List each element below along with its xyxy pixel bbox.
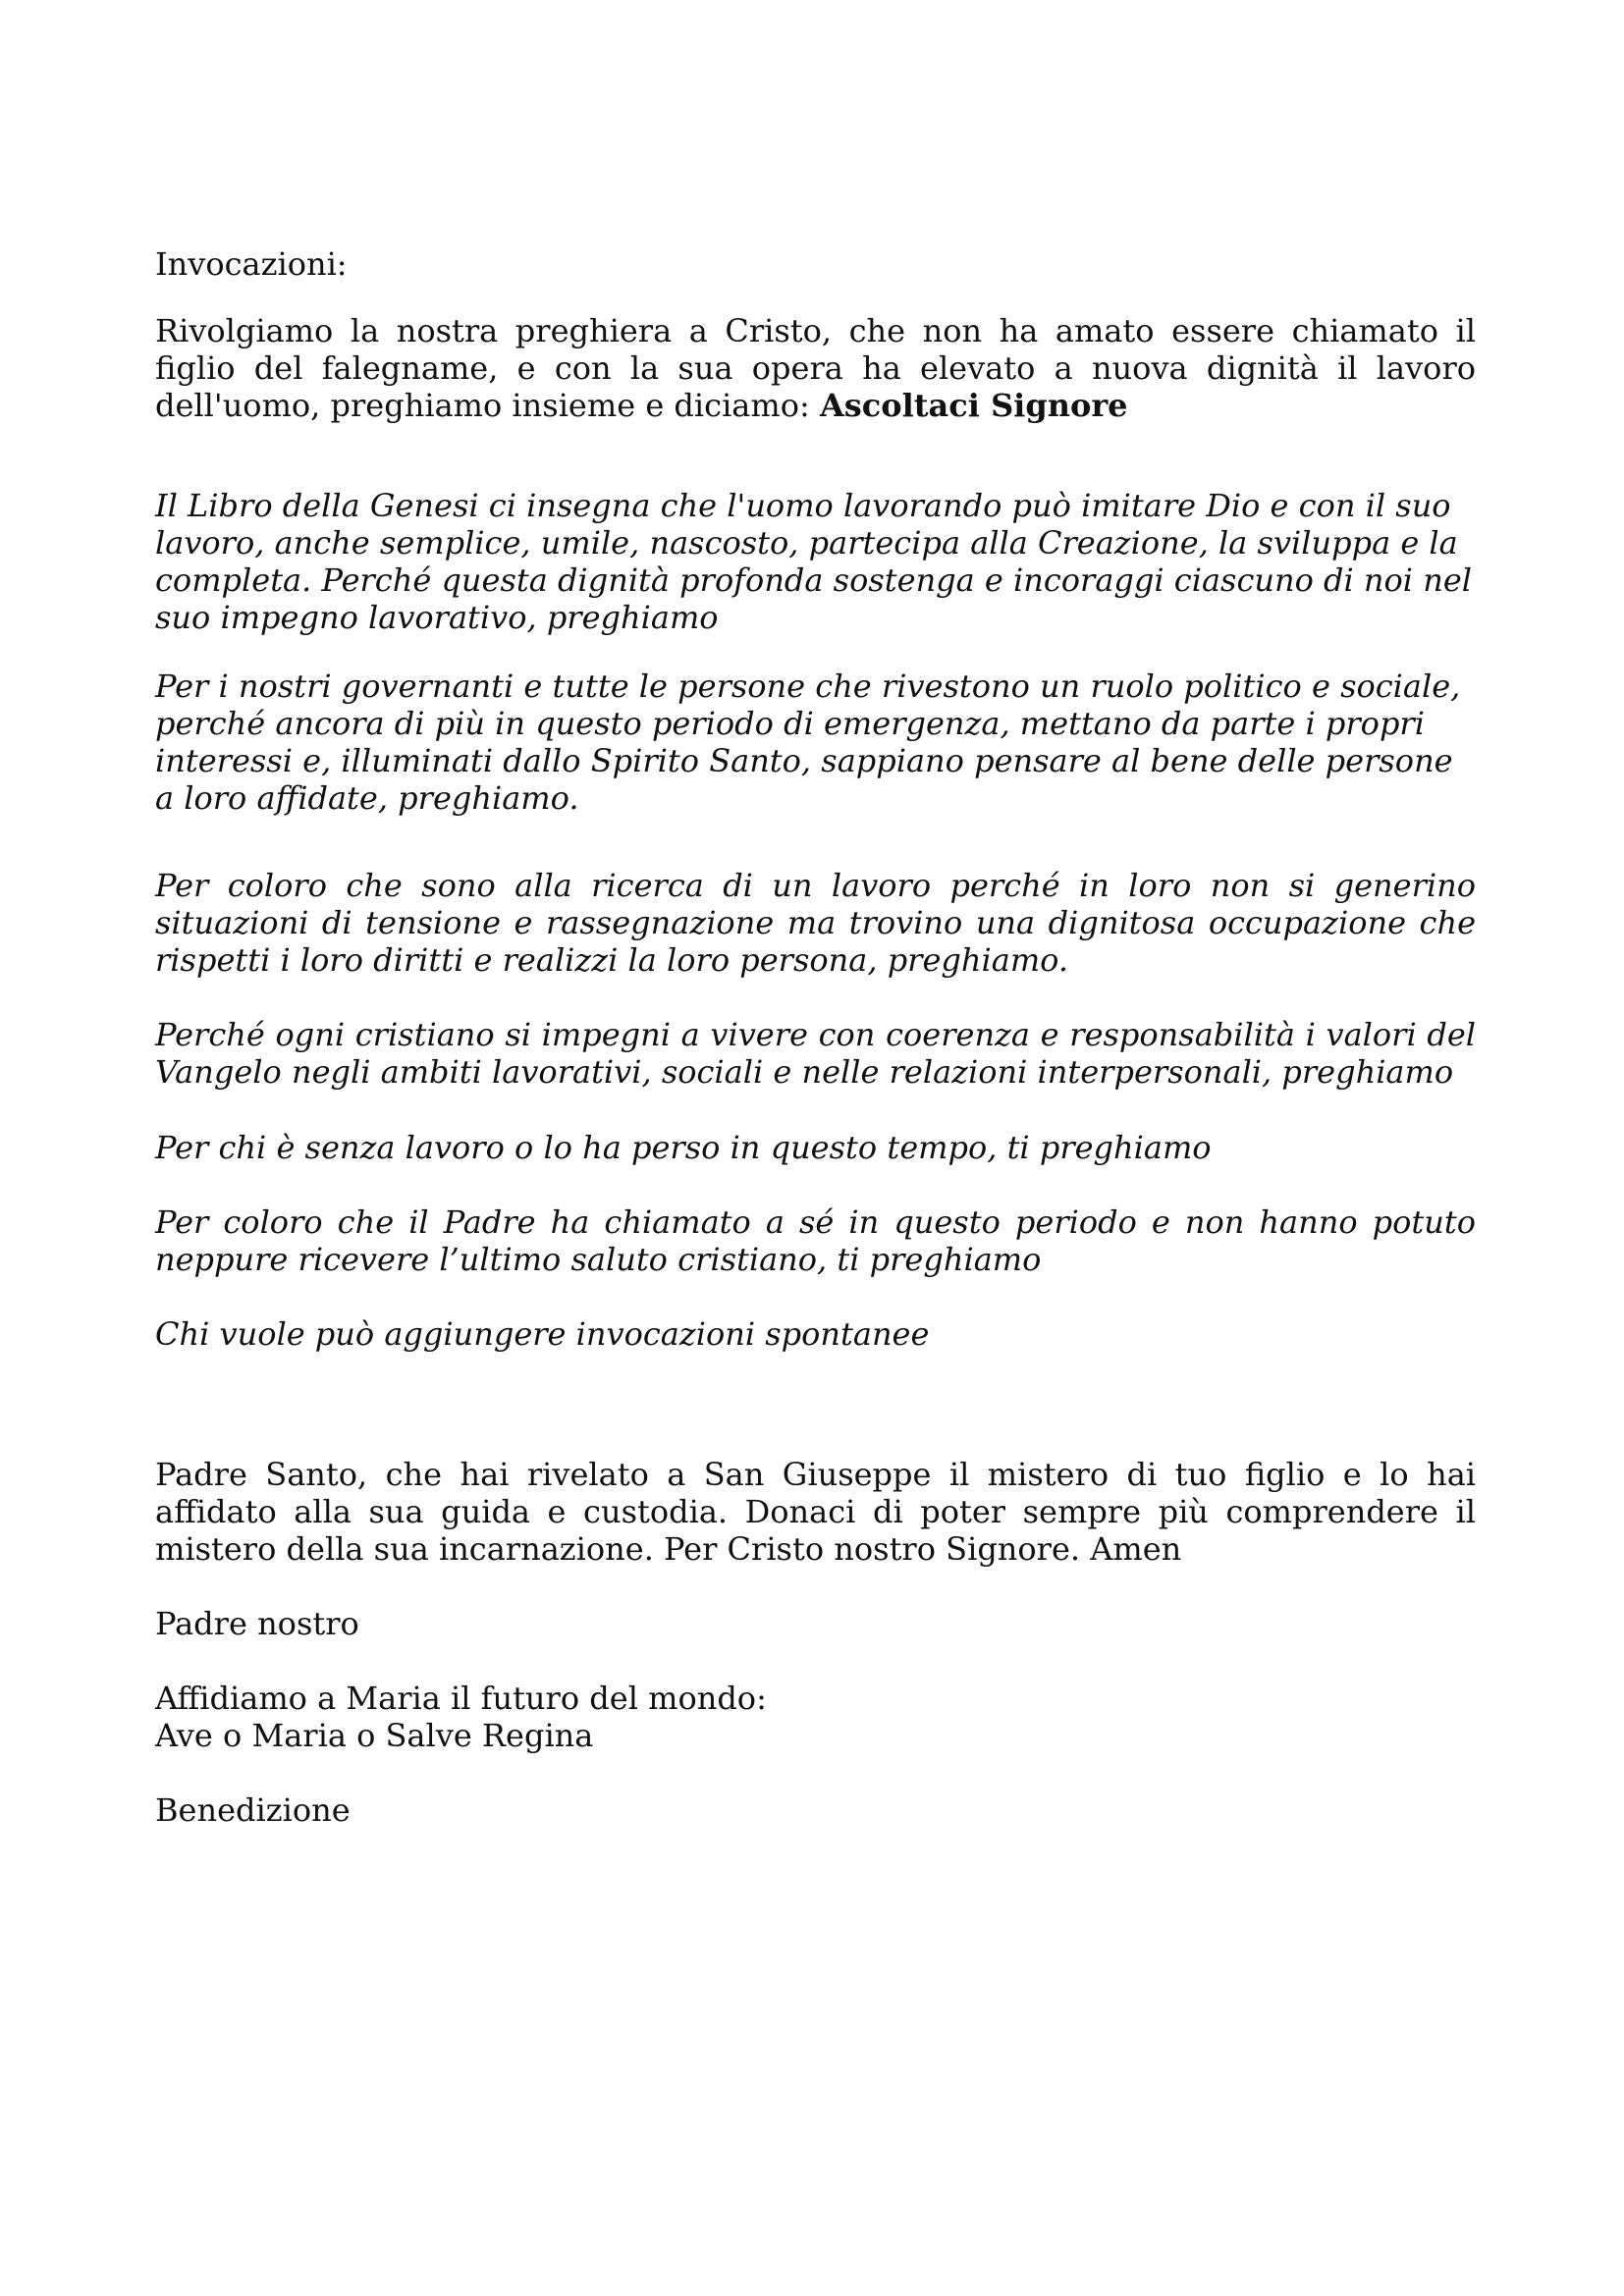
- invocation-2: Per i nostri governanti e tutte le persone che rivestono un ruolo politico e sociale, perché ancora di più in questo periodo di emergenza, mettano da parte i propri interessi e, illuminati dallo Spirito Santo, sappiano pensare al bene delle persone a loro affidate, preghiamo.: [155, 667, 1461, 817]
- invocation-5: Per chi è senza lavoro o lo ha perso in questo tempo, ti preghiamo: [155, 1129, 1212, 1166]
- closing-prayer: Padre Santo, che hai rivelato a San Giuseppe il mistero di tuo figlio e lo hai affidato alla sua guida e custodia. Donaci di poter sempre più comprendere il mistero della sua incarnazione. Per Cristo nostro Signore. Amen: [155, 1456, 1476, 1568]
- entrust-line-1: Affidiamo a Maria il futuro del mondo:: [155, 1680, 767, 1717]
- section-heading: Invocazioni:: [155, 245, 348, 283]
- invocation-4: Perché ogni cristiano si impegni a vivere con coerenza e responsabilità i valori del Vangelo negli ambiti lavorativi, sociali e nelle relazioni interpersonali, preghiamo: [155, 1016, 1476, 1091]
- blessing: Benedizione: [155, 1791, 351, 1829]
- invocation-6: Per coloro che il Padre ha chiamato a sé in questo periodo e non hanno potuto neppure ricevere l’ultimo saluto cristiano, ti preghiamo: [155, 1203, 1476, 1278]
- entrust-to-mary: [155, 1680, 1476, 1754]
- response-text: Ascoltaci Signore: [819, 387, 1128, 424]
- invocation-1: Il Libro della Genesi ci insegna che l'uomo lavorando può imitare Dio e con il suo lavoro, anche semplice, umile, nascosto, partecipa alla Creazione, la sviluppa e la completa. Perché questa dignità profonda sostenga e incoraggi ciascuno di noi nel suo impegno lavorativo, preghiamo: [155, 487, 1472, 636]
- document-page: [155, 0, 1476, 2296]
- intro-text: Rivolgiamo la nostra preghiera a Cristo, che non ha amato essere chiamato il figlio del falegname, e con la sua opera ha elevato a nuova dignità il lavoro dell'uomo, preghiamo insieme e diciamo:: [155, 312, 1476, 424]
- spontaneous-note: Chi vuole può aggiungere invocazioni spontanee: [155, 1315, 930, 1353]
- our-father: Padre nostro: [155, 1605, 359, 1642]
- intro-paragraph: [155, 312, 1476, 424]
- entrust-line-2: Ave o Maria o Salve Regina: [155, 1717, 594, 1754]
- invocation-3: Per coloro che sono alla ricerca di un lavoro perché in loro non si generino situazioni di tensione e rassegnazione ma trovino una dignitosa occupazione che rispetti i loro diritti e realizzi la loro persona, preghiamo.: [155, 867, 1476, 979]
